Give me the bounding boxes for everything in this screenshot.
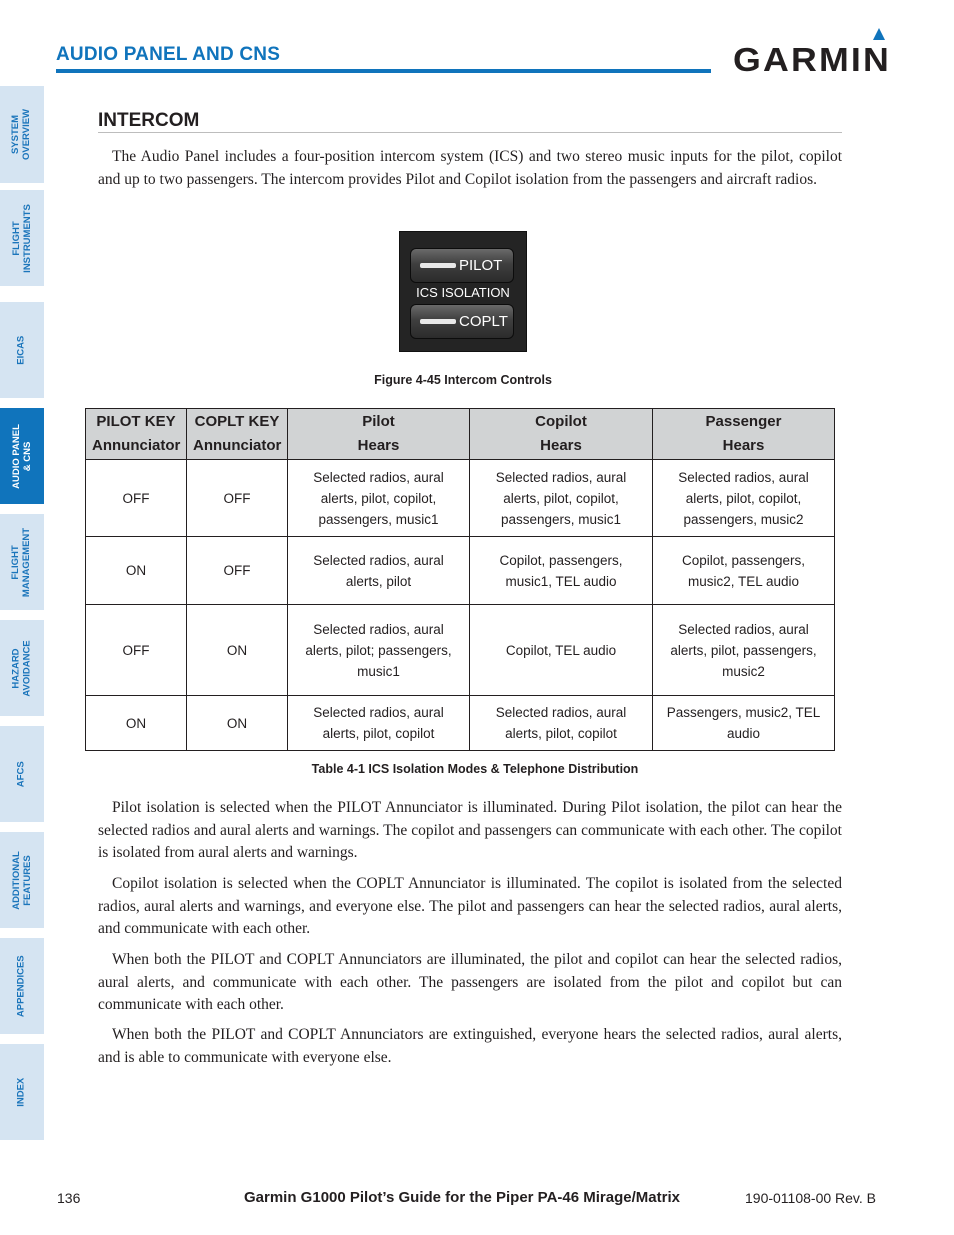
page-heading: INTERCOM xyxy=(98,110,200,131)
header-rule xyxy=(56,69,711,73)
table-row xyxy=(86,537,835,605)
table-cell: ON xyxy=(86,537,187,605)
ics-isolation-table xyxy=(85,408,835,751)
header-passenger-hears xyxy=(653,409,835,460)
header-pilot-hears xyxy=(288,409,470,460)
table-cell: Copilot, passengers, music1, TEL audio xyxy=(470,537,653,605)
table-row xyxy=(86,605,835,696)
tab-label: SYSTEM OVERVIEW xyxy=(10,108,32,161)
body-paragraph: Copilot isolation is selected when the COPLT Annunciator is illuminated. The copilot is isolated from the selected radios, aural alerts and warnings, and everyone else. The pilot and passengers can hear the selected radios, aural alerts, and communicate with each other. xyxy=(98,875,842,937)
intercom-controls-figure xyxy=(399,231,527,352)
tab-hazard-avoidance[interactable] xyxy=(0,620,44,716)
tab-label: AFCS xyxy=(15,761,27,787)
table-caption: Table 4-1 ICS Isolation Modes & Telephone Distribution xyxy=(311,762,639,776)
copilot-annunciator-bar xyxy=(420,319,456,324)
header-line: Pilot xyxy=(362,413,395,430)
table-cell: OFF xyxy=(187,537,288,605)
table-cell: ON xyxy=(187,605,288,696)
table-cell: Selected radios, aural alerts, pilot, copilot, passengers, music2 xyxy=(653,460,835,537)
figure-caption: Figure 4-45 Intercom Controls xyxy=(374,373,552,387)
tab-label: EICAS xyxy=(15,335,27,365)
table-cell: OFF xyxy=(86,605,187,696)
tab-eicas[interactable] xyxy=(0,302,44,398)
table-row xyxy=(86,696,835,751)
header-line: Passenger xyxy=(705,413,782,430)
tab-label: HAZARD AVOIDANCE xyxy=(10,639,32,697)
tab-label: INDEX xyxy=(15,1077,27,1107)
header-line: Annunciator xyxy=(92,437,181,454)
tab-flight-instruments[interactable] xyxy=(0,190,44,286)
page-number: 136 xyxy=(57,1190,81,1206)
tab-label: FLIGHT MANAGEMENT xyxy=(10,527,33,597)
header-line: PILOT KEY xyxy=(96,413,176,430)
tab-appendices[interactable] xyxy=(0,938,44,1034)
header-line: Annunciator xyxy=(193,437,282,454)
table-cell: Passengers, music2, TEL audio xyxy=(653,696,835,751)
header-copilot-hears xyxy=(470,409,653,460)
table-cell: Selected radios, aural alerts, pilot, passengers, music2 xyxy=(653,605,835,696)
section-title: AUDIO PANEL AND CNS xyxy=(56,44,281,65)
garmin-logo xyxy=(733,24,901,76)
table-header-row xyxy=(86,409,835,460)
garmin-wordmark: GARMIN xyxy=(733,41,891,76)
table-cell: ON xyxy=(187,696,288,751)
table-cell: OFF xyxy=(187,460,288,537)
document-number: 190-01108-00 Rev. B xyxy=(745,1190,877,1206)
ics-isolation-label: ICS ISOLATION xyxy=(416,285,510,300)
header-line: Copilot xyxy=(535,413,587,430)
pilot-button[interactable] xyxy=(410,248,514,283)
table-cell: Selected radios, aural alerts, pilot; passengers, music1 xyxy=(288,605,470,696)
tab-afcs[interactable] xyxy=(0,726,44,822)
table-cell: Copilot, TEL audio xyxy=(470,605,653,696)
table-cell: Copilot, passengers, music2, TEL audio xyxy=(653,537,835,605)
tab-index[interactable] xyxy=(0,1044,44,1140)
tab-label: APPENDICES xyxy=(15,955,27,1017)
header-line: Hears xyxy=(357,437,400,454)
table-cell: Selected radios, aural alerts, pilot xyxy=(288,537,470,605)
tab-additional-features[interactable] xyxy=(0,832,44,928)
header-pilot-key xyxy=(86,409,187,460)
intro-paragraph: The Audio Panel includes a four-position intercom system (ICS) and two stereo music inputs for the pilot, copilot and up to two passengers. The intercom provides Pilot and Copilot isolation from the passengers and aircraft radios. xyxy=(98,148,842,188)
tab-audio-panel-cns[interactable] xyxy=(0,408,44,504)
body-paragraph: When both the PILOT and COPLT Annunciators are illuminated, the pilot and copilot can hear the selected radios, aural alerts, and communicate with each other. The passengers are isolated from the pilot and copilot but can communicate with each other. xyxy=(98,951,842,1013)
header-line: COPLT KEY xyxy=(194,413,280,430)
body-paragraph: When both the PILOT and COPLT Annunciators are extinguished, everyone hears the selected radios, aural alerts, and is able to communicate with everyone else. xyxy=(98,1026,842,1066)
table-cell: ON xyxy=(86,696,187,751)
pilot-annunciator-bar xyxy=(420,263,456,268)
table-cell: Selected radios, aural alerts, pilot, copilot, passengers, music1 xyxy=(470,460,653,537)
table-cell: Selected radios, aural alerts, pilot, copilot xyxy=(470,696,653,751)
heading-rule xyxy=(98,132,842,133)
copilot-button[interactable] xyxy=(410,304,514,339)
copilot-button-label: COPLT xyxy=(459,313,508,330)
header-line: Hears xyxy=(722,437,765,454)
table-cell: OFF xyxy=(86,460,187,537)
garmin-delta-icon xyxy=(873,28,885,40)
table-row xyxy=(86,460,835,537)
tab-label: FLIGHT INSTRUMENTS xyxy=(10,203,32,273)
table-cell: Selected radios, aural alerts, pilot, copilot, passengers, music1 xyxy=(288,460,470,537)
footer-title: Garmin G1000 Pilot’s Guide for the Piper PA-46 Mirage/Matrix xyxy=(244,1189,680,1206)
tab-label: ADDITIONAL FEATURES xyxy=(10,850,33,910)
pilot-button-label: PILOT xyxy=(459,257,503,274)
tab-system-overview[interactable] xyxy=(0,86,44,183)
body-paragraph: Pilot isolation is selected when the PILOT Annunciator is illuminated. During Pilot isolation, the pilot can hear the selected radios and aural alerts and warnings. The copilot and passengers can communicate with each other. The copilot is isolated from aural alerts and warnings. xyxy=(98,799,842,861)
table-cell: Selected radios, aural alerts, pilot, copilot xyxy=(288,696,470,751)
tab-flight-management[interactable] xyxy=(0,514,44,610)
tab-label: AUDIO PANEL & CNS xyxy=(10,423,32,489)
header-coplt-key xyxy=(187,409,288,460)
header-line: Hears xyxy=(540,437,582,454)
